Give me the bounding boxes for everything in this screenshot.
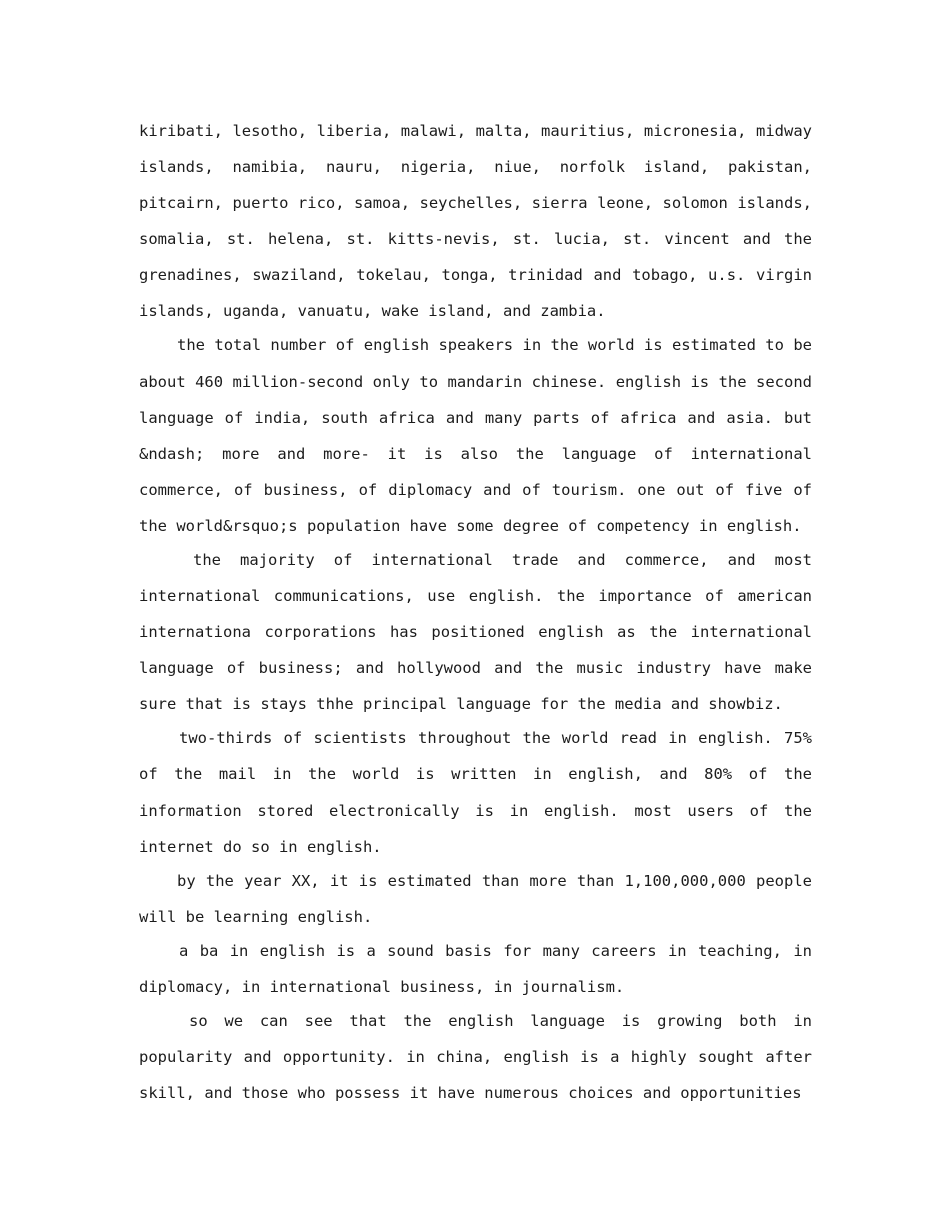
paragraph-english-speakers: the total number of english speakers in the world is estimated to be about 460 million-second only to mandarin chinese. english is the second language of india, south africa and many parts of africa and asia. but &ndash; more and more- it is also the language of international commerce, of business, of diplomacy and of tourism. one out of five of the world&rsquo;s population have some degree of competency in english. — [139, 336, 812, 535]
document-body — [139, 113, 812, 1109]
paragraph-international-trade: the majority of international trade and commerce, and most international communications, use english. the importance of american internationa corporations has positioned english as the international language of business; and hollywood and the music industry have make sure that is stays thhe principal language for the media and showbiz. — [139, 550, 812, 714]
paragraph-scientists: two-thirds of scientists throughout the world read in english. 75% of the mail in the world is written in english, and 80% of the information stored electronically is in english. most users of the internet do so in english. — [139, 729, 812, 856]
paragraph-learners-estimate: by the year XX, it is estimated than more than 1,100,000,000 people will be learning english. — [139, 871, 812, 926]
paragraph-conclusion: so we can see that the english language is growing both in popularity and opportunity. in china, english is a highly sought after skill, and those who possess it have numerous choices and opportunities — [139, 1011, 812, 1102]
paragraph-country-list: kiribati, lesotho, liberia, malawi, malta, mauritius, micronesia, midway islands, namibia, nauru, nigeria, niue, norfolk island, pakistan, pitcairn, puerto rico, samoa, seychelles, sierra leone, solomon islands, somalia, st. helena, st. kitts-nevis, st. lucia, st. vincent and the grenadines, swaziland, tokelau, tonga, trinidad and tobago, u.s. virgin islands, uganda, vanuatu, wake island, and zambia. — [139, 122, 812, 321]
paragraph-careers: a ba in english is a sound basis for many careers in teaching, in diplomacy, in international business, in journalism. — [139, 941, 812, 996]
